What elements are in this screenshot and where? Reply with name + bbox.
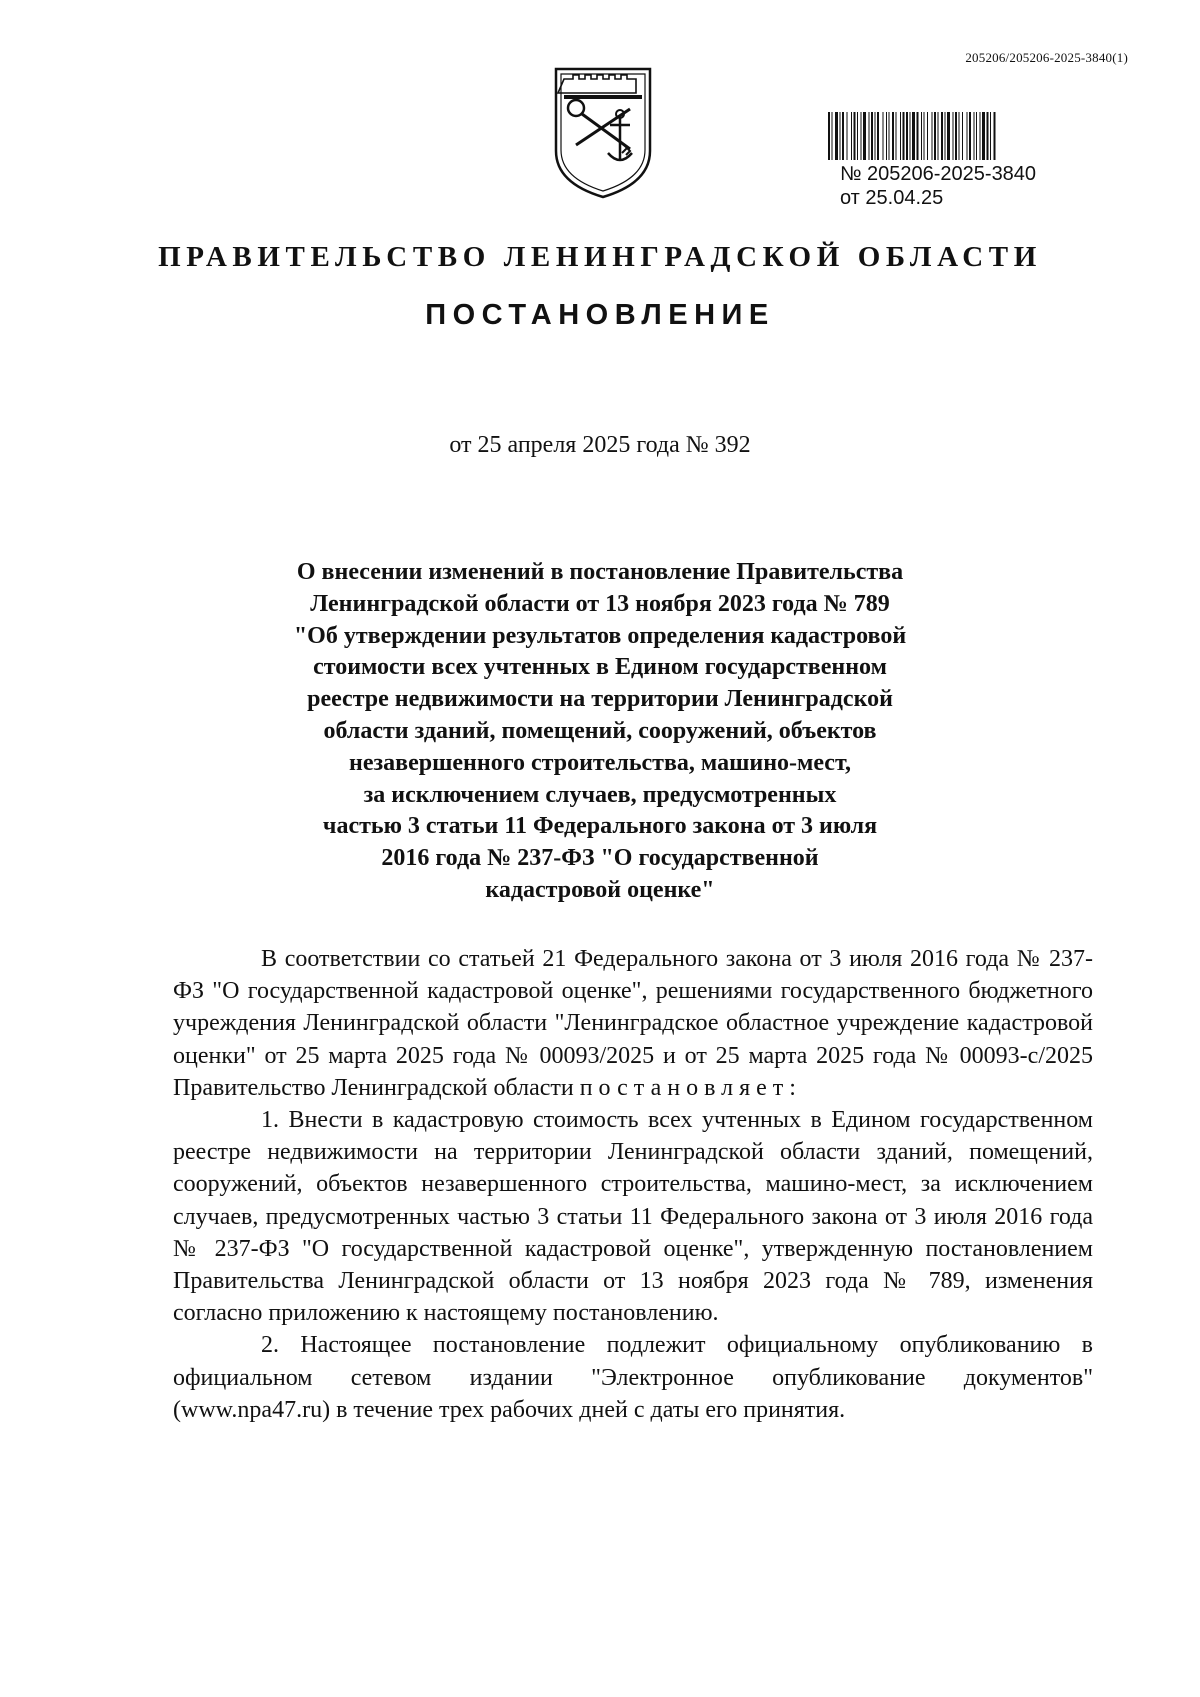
preamble-text: В соответствии со статьей 21 Федерального закона от 3 июля 2016 года № 237-ФЗ "О государственной кадастровой оценке", решениями государственного бюджетного учреждения Ленинградской области "Ленинградское областное учреждение кадастровой оценки" от 25 марта 2025 года № 00093/2025 и от 25 марта 2025 года № 00093-с/2025 Правительство Ленинградской области (173, 946, 1093, 1101)
document-body (173, 943, 1093, 1426)
resolves-word: постановляет: (579, 1074, 802, 1101)
heading-line: 2016 года № 237-ФЗ "О государственной (381, 845, 819, 872)
barcode (828, 112, 1090, 160)
heading-line: незавершенного строительства, машино-мест, (349, 749, 851, 776)
registration-date: от 25.04.25 (840, 187, 944, 209)
heading-line: за исключением случаев, предусмотренных (363, 781, 837, 808)
registration-number: № 205206-2025-3840 (840, 163, 1037, 185)
heading-line: кадастровой оценке" (485, 876, 715, 903)
document-type: ПОСТАНОВЛЕНИЕ (425, 299, 775, 331)
heading-line: области зданий, помещений, сооружений, объектов (323, 717, 877, 744)
document-code: 205206/205206-2025-3840(1) (965, 50, 1128, 65)
heading-line: стоимости всех учтенных в Едином государственном (313, 654, 887, 681)
item-2-paragraph: 2. Настоящее постановление подлежит официальному опубликованию в официальном сетевом издании "Электронное опубликование документов" (www.npa47.ru) в течение трех рабочих дней с даты его принятия. (173, 1332, 1093, 1423)
preamble-paragraph (173, 943, 1093, 1104)
coat-of-arms-icon (552, 65, 654, 200)
heading-line: реестре недвижимости на территории Ленинградской (307, 686, 893, 713)
registration-stamp (840, 162, 1036, 210)
heading-line: О внесении изменений в постановление Правительства (296, 559, 904, 585)
document-heading (220, 557, 980, 907)
item-1-paragraph: 1. Внести в кадастровую стоимость всех учтенных в Едином государственном реестре недвижимости на территории Ленинградской области зданий, помещений, сооружений, объектов незавершенного строительства, машино-мест, за исключением случаев, предусмотренных частью 3 статьи 11 Федерального закона от 3 июля 2016 года № 237-ФЗ "О государственной кадастровой оценке", утвержденную постановлением Правительства Ленинградской области от 13 ноября 2023 года № 789, изменения согласно приложению к настоящему постановлению. (173, 1107, 1093, 1327)
heading-line: "Об утверждении результатов определения кадастровой (293, 622, 907, 649)
document-date-number: от 25 апреля 2025 года № 392 (449, 432, 751, 458)
government-title: ПРАВИТЕЛЬСТВО ЛЕНИНГРАДСКОЙ ОБЛАСТИ (158, 241, 1042, 273)
heading-line: частью 3 статьи 11 Федерального закона от 3 июля (322, 813, 878, 840)
heading-line: Ленинградской области от 13 ноября 2023 года № 789 (310, 590, 890, 617)
